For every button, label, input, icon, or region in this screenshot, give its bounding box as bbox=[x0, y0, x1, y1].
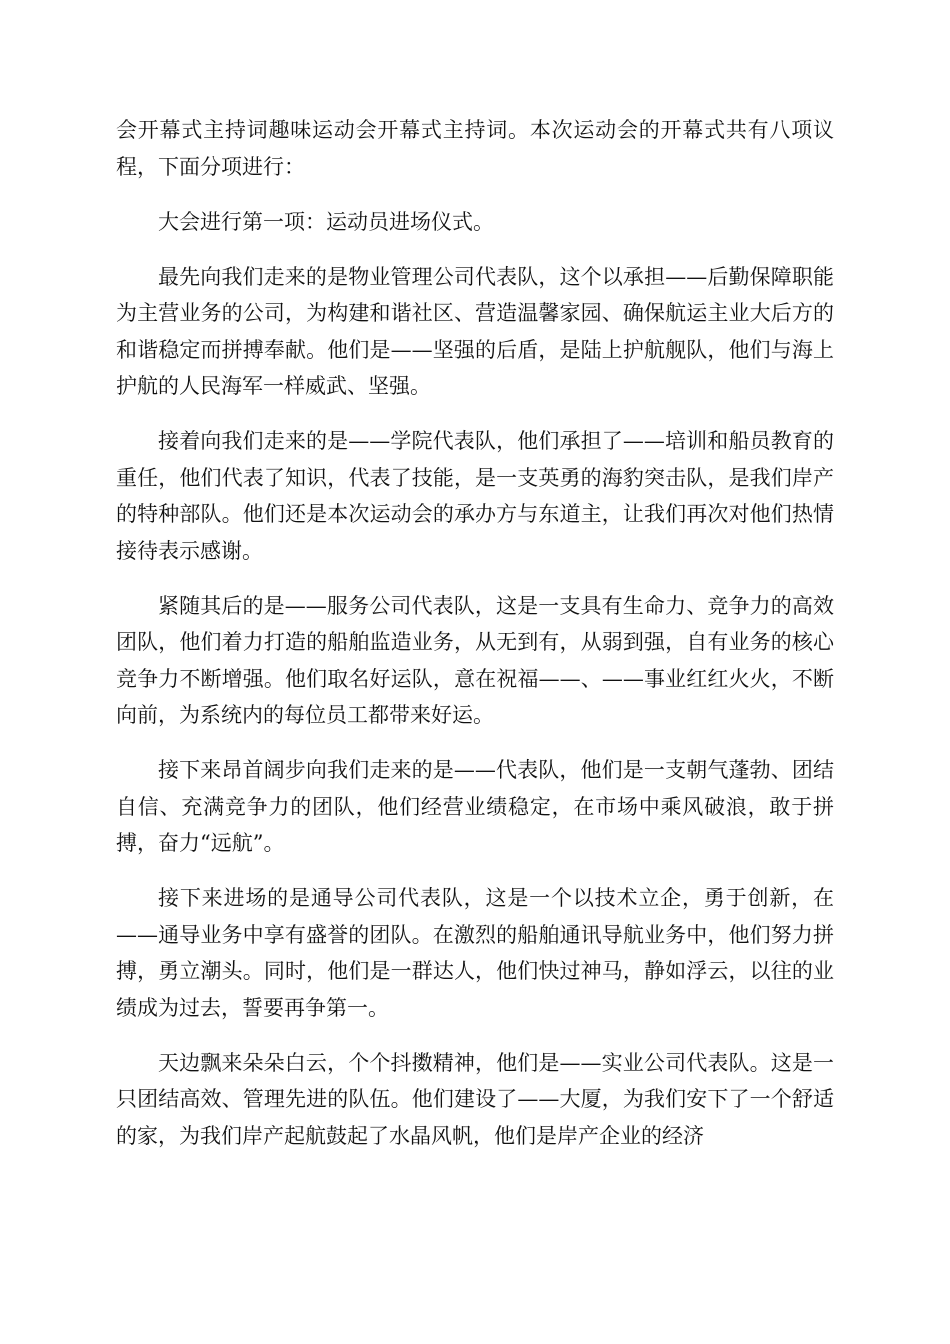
paragraph-striding-team: 接下来昂首阔步向我们走来的是——代表队，他们是一支朝气蓬勃、团结自信、充满竞争力的团队，他们经营业绩稳定，在市场中乘风破浪，敢于拼搏，奋力“远航”。 bbox=[116, 758, 834, 855]
paragraph-intro: 会开幕式主持词趣味运动会开幕式主持词。本次运动会的开幕式共有八项议程，下面分项进行： bbox=[116, 118, 834, 179]
paragraph-navigation-team: 接下来进场的是通导公司代表队，这是一个以技术立企，勇于创新，在——通导业务中享有盛誉的团队。在激烈的船舶通讯导航业务中，他们努力拼搏，勇立潮头。同时，他们是一群达人，他们快过神马，静如浮云，以往的业绩成为过去，誓要再争第一。 bbox=[116, 886, 834, 1020]
paragraph-agenda-item-one: 大会进行第一项：运动员进场仪式。 bbox=[158, 209, 494, 234]
paragraph-industrial-team: 天边飘来朵朵白云，个个抖擞精神，他们是——实业公司代表队。这是一只团结高效、管理先进的队伍。他们建设了——大厦，为我们安下了一个舒适的家，为我们岸产起航鼓起了水晶风帆，他们是岸产企业的经济 bbox=[116, 1050, 834, 1148]
document-page bbox=[116, 112, 834, 1173]
paragraph-property-team: 最先向我们走来的是物业管理公司代表队，这个以承担——后勤保障职能为主营业务的公司，为构建和谐社区、营造温馨家园、确保航运主业大后方的和谐稳定而拼搏奉献。他们是——坚强的后盾，是陆上护航舰队，他们与海上护航的人民海军一样威武、坚强。 bbox=[116, 264, 834, 398]
paragraph-service-team: 紧随其后的是——服务公司代表队，这是一支具有生命力、竞争力的高效团队，他们着力打造的船舶监造业务，从无到有，从弱到强，自有业务的核心竞争力不断增强。他们取名好运队，意在祝福——、——事业红红火火，不断向前，为系统内的每位员工都带来好运。 bbox=[116, 593, 834, 727]
paragraph-academy-team: 接着向我们走来的是——学院代表队，他们承担了——培训和船员教育的重任，他们代表了知识，代表了技能，是一支英勇的海豹突击队，是我们岸产的特种部队。他们还是本次运动会的承办方与东道主，让我们再次对他们热情接待表示感谢。 bbox=[116, 429, 834, 563]
